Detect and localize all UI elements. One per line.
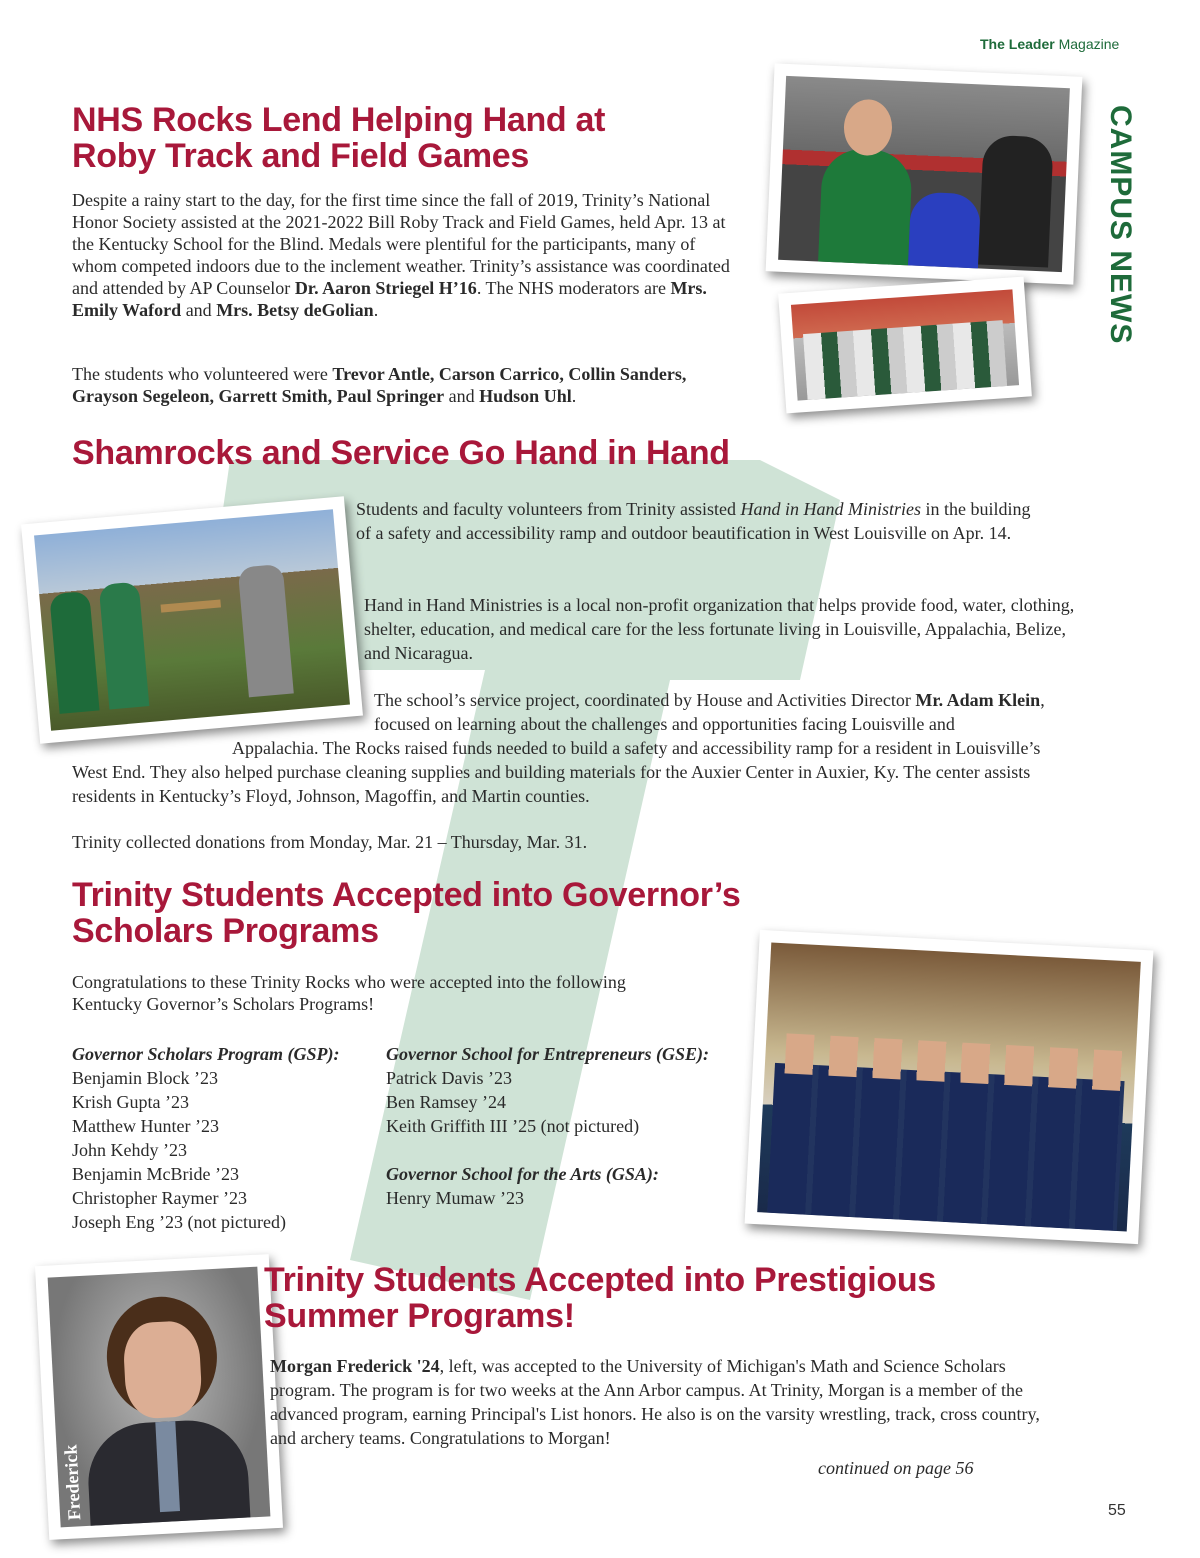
gse-name: Patrick Davis ’23: [386, 1068, 512, 1088]
photo-nhs-group: [778, 277, 1032, 414]
section-label: CAMPUS NEWS: [1104, 105, 1137, 345]
gse-name: Ben Ramsey ’24: [386, 1092, 506, 1112]
gsp-list: [72, 1042, 372, 1234]
gsp-name: Benjamin McBride ’23: [72, 1164, 239, 1184]
article2-paragraph4: Trinity collected donations from Monday, Mar. 21 – Thursday, Mar. 31.: [72, 832, 588, 852]
gsp-name: Christopher Raymer ’23: [72, 1188, 247, 1208]
gsp-name: Matthew Hunter ’23: [72, 1116, 219, 1136]
gsp-name: Joseph Eng ’23 (not pictured): [72, 1212, 286, 1232]
article4-title-line2: Summer Programs!: [264, 1297, 575, 1335]
article2-paragraph1: Students and faculty volunteers from Trinity assisted Hand in Hand Ministries in the building of a safety and accessibility ramp and outdoor beautification in West Louisville on Apr. 14.: [356, 499, 1031, 543]
gse-list: [386, 1042, 746, 1138]
article4-title: [264, 1262, 1084, 1334]
gsa-list: [386, 1162, 746, 1210]
article3-title-line2: Scholars Programs: [72, 912, 379, 950]
article1-paragraph2: The students who volunteered were Trevor Antle, Carson Carrico, Collin Sanders, Grayson Segeleon, Garrett Smith, Paul Springer and Hudson Uhl.: [72, 364, 687, 406]
magazine-header: [980, 36, 1119, 52]
magazine-brand: The Leader: [980, 36, 1055, 52]
gsa-title: Governor School for the Arts (GSA):: [386, 1164, 659, 1184]
photo-track-coach: [766, 63, 1083, 284]
photo-governor-scholars: [745, 930, 1154, 1244]
article2-paragraph3: The school’s service project, coordinated by House and Activities Director Mr. Adam Klein, focused on learning about the challenges and opportunities facing Louisville and: [374, 690, 1045, 734]
article3-title-line1: Trinity Students Accepted into Governor’s: [72, 876, 741, 914]
photo-caption: Frederick: [60, 1444, 85, 1522]
gse-title: Governor School for Entrepreneurs (GSE):: [386, 1044, 710, 1064]
article4-paragraph1: Morgan Frederick '24, left, was accepted to the University of Michigan's Math and Science Scholars program. The program is for two weeks at the Ann Arbor campus. At Trinity, Morgan is a member of the advanced program, earning Principal's List honors. He also is on the varsity wrestling, track, cross country, and archery teams. Congratulations to Morgan!: [270, 1356, 1040, 1448]
article3-intro: Congratulations to these Trinity Rocks who were accepted into the following Kentucky Governor’s Scholars Programs!: [72, 972, 626, 1014]
gsp-name: John Kehdy ’23: [72, 1140, 187, 1160]
article3-title: [72, 877, 872, 949]
article2-title: Shamrocks and Service Go Hand in Hand: [72, 434, 730, 472]
photo-morgan-frederick: [35, 1254, 283, 1540]
article1-title-line1: NHS Rocks Lend Helping Hand at: [72, 101, 606, 139]
article4-title-line1: Trinity Students Accepted into Prestigious: [264, 1261, 936, 1299]
article1-title-line2: Roby Track and Field Games: [72, 137, 530, 175]
gsp-name: Benjamin Block ’23: [72, 1068, 218, 1088]
page-number: 55: [1108, 1502, 1126, 1519]
photo-service-project: [21, 496, 363, 743]
article2-paragraph2: Hand in Hand Ministries is a local non-profit organization that helps provide food, water, clothing, shelter, education, and medical care for the less fortunate living in Louisville, Appalachia, Belize, and Nicaragua.: [364, 595, 1075, 663]
article2-paragraph3-cont: Appalachia. The Rocks raised funds needed to build a safety and accessibility ramp for a resident in Louisville’s West End. They also helped purchase cleaning supplies and building materials for the Auxier Center in Auxier, Ky. The center assists residents in Kentucky’s Floyd, Johnson, Magoffin, and Martin counties.: [72, 738, 1041, 806]
gsa-name: Henry Mumaw ’23: [386, 1188, 524, 1208]
continued-note: continued on page 56: [818, 1458, 974, 1478]
gsp-title: Governor Scholars Program (GSP):: [72, 1044, 340, 1064]
article1-title: [72, 102, 772, 174]
gse-name: Keith Griffith III ’25 (not pictured): [386, 1116, 640, 1136]
gsp-name: Krish Gupta ’23: [72, 1092, 189, 1112]
article1-paragraph1: Despite a rainy start to the day, for the first time since the fall of 2019, Trinity’s National Honor Society assisted at the 2021-2022 Bill Roby Track and Field Games, held Apr. 13 at the Kentucky School for the Blind. Medals were plentiful for the participants, many of whom competed indoors due to the inclement weather. Trinity’s assistance was coordinated and attended by AP Counselor Dr. Aaron Striegel H’16. The NHS moderators are Mrs. Emily Waford and Mrs. Betsy deGolian.: [72, 190, 730, 320]
magazine-suffix: Magazine: [1058, 36, 1120, 52]
